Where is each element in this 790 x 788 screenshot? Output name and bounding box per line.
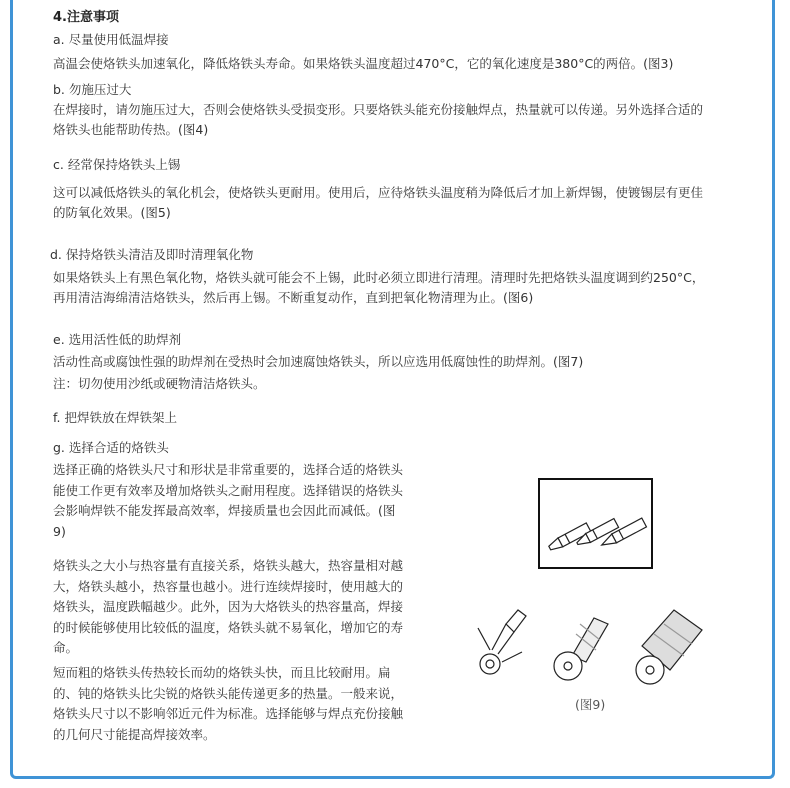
text-line: 9) — [53, 523, 66, 539]
section-e-body: 活动性高或腐蚀性强的助焊剂在受热时会加速腐蚀烙铁头，所以应选用低腐蚀性的助焊剂。(图7) — [53, 354, 584, 369]
text-line: 烙铁头，温度跌幅越少。此外，因为大烙铁头的热容量高，焊接 — [53, 599, 404, 614]
section-d-body-line2: 再用清洁海绵清洁烙铁头，然后再上锡。不断重复动作，直到把氧化物清理为止。(图6) — [53, 290, 534, 305]
section-g-paragraph-1 — [53, 460, 428, 542]
text-line: 会影响焊铁不能发挥最高效率，焊接质量也会因此而减低。(图 — [53, 503, 396, 518]
section-g-paragraph-2 — [53, 556, 428, 659]
section-d-body-line1: 如果烙铁头上有黑色氧化物，烙铁头就可能会不上锡，此时必须立即进行清理。清理时先把烙铁头温度调到约250°C， — [53, 270, 705, 285]
text-line: 的时候能够使用比较低的温度，烙铁头就不易氧化，增加它的寿 — [53, 619, 404, 635]
section-a-title: a. 尽量使用低温焊接 — [53, 32, 169, 47]
text-line: 大，烙铁头越小，热容量也越小。进行连续焊接时，使用越大的 — [53, 578, 404, 594]
section-b-body-line1: 在焊接时，请勿施压过大，否则会使烙铁头受损变形。只要烙铁头能充份接触焊点，热量就可以传递。另外选择合适的 — [53, 102, 704, 117]
section-e-title: e. 选用活性低的助焊剂 — [53, 332, 182, 347]
text-line: 烙铁头之大小与热容量有直接关系，烙铁头越大，热容量相对越 — [53, 558, 404, 573]
text-line: 烙铁头尺寸以不影响邻近元件为标准。选择能够与焊点充份接触 — [53, 706, 404, 721]
section-f-title: f. 把焊铁放在焊铁架上 — [53, 410, 177, 425]
section-g-title: g. 选择合适的烙铁头 — [53, 440, 169, 455]
section-b-body-line2: 烙铁头也能帮助传热。(图4) — [53, 122, 209, 137]
section-c-body-line2: 的防氧化效果。(图5) — [53, 205, 171, 220]
section-a-body: 高温会使烙铁头加速氧化，降低烙铁头寿命。如果烙铁头温度超过470°C，它的氧化速度是380°C的两倍。(图3) — [53, 56, 674, 71]
section-d-title: d. 保持烙铁头清洁及即时清理氧化物 — [50, 247, 254, 262]
figure-caption: (图9) — [575, 697, 606, 712]
text-line: 选择正确的烙铁头尺寸和形状是非常重要的，选择合适的烙铁头 — [53, 462, 404, 477]
section-c-body-line1: 这可以减低烙铁头的氧化机会，使烙铁头更耐用。使用后，应待烙铁头温度稍为降低后才加上新焊锡，使镀锡层有更佳 — [53, 185, 704, 200]
section-e-note: 注：切勿使用沙纸或硬物清洁烙铁头。 — [53, 376, 266, 391]
text-line: 命。 — [53, 640, 79, 655]
page-heading: 4.注意事项 — [53, 10, 119, 25]
text-line: 的几何尺寸能提高焊接效率。 — [53, 726, 216, 742]
text-line: 的、钝的烙铁头比尖锐的烙铁头能传递更多的热量。一般来说， — [53, 685, 404, 701]
section-c-title: c. 经常保持烙铁头上锡 — [53, 157, 181, 172]
soldering-tips-illustration — [538, 478, 654, 570]
text-line: 能使工作更有效率及增加烙铁头之耐用程度。选择错误的烙铁头 — [53, 482, 404, 498]
section-g-paragraph-3 — [53, 663, 428, 745]
section-b-title: b. 勿施压过大 — [53, 82, 132, 97]
text-line: 短而粗的烙铁头传热较长而幼的烙铁头快，而且比较耐用。扁 — [53, 665, 391, 680]
tip-contact-illustration — [470, 600, 720, 690]
